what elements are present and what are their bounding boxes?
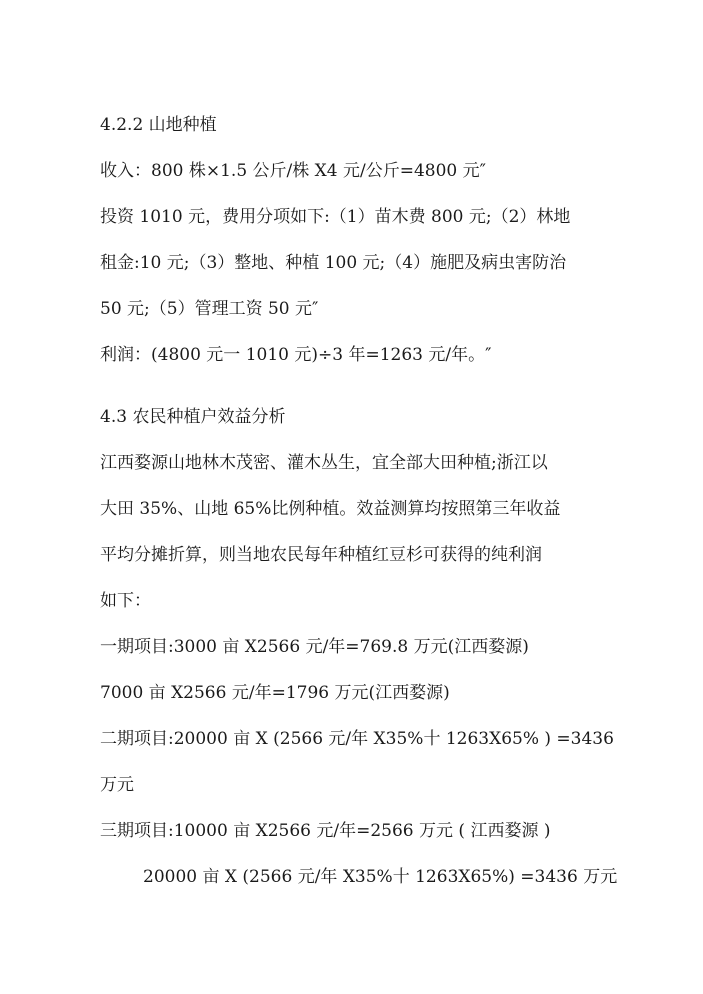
paragraph-line-2: 大田 35%、山地 65%比例种植。效益测算均按照第三年收益	[100, 499, 561, 519]
phase2-line-1: 二期项目:20000 亩 X (2566 元/年 X35%十 1263X65% ) =3436	[100, 729, 614, 749]
section-heading-4-2-2: 4.2.2 山地种植	[100, 115, 217, 135]
phase1-line-1: 一期项目:3000 亩 X2566 元/年=769.8 万元(江西婺源)	[100, 637, 529, 657]
paragraph-line-3: 平均分摊折算，则当地农民每年种植红豆杉可获得的纯利润	[100, 545, 542, 565]
phase3-line-2: 20000 亩 X (2566 元/年 X35%十 1263X65%) =3436 万元	[143, 867, 618, 887]
profit-line: 利润：(4800 元一 1010 元)÷3 年=1263 元/年。″	[100, 345, 492, 365]
phase1-line-2: 7000 亩 X2566 元/年=1796 万元(江西婺源)	[100, 683, 450, 703]
section-heading-4-3: 4.3 农民种植户效益分析	[100, 407, 286, 427]
phase3-line-1: 三期项目:10000 亩 X2566 元/年=2566 万元 ( 江西婺源 )	[100, 821, 551, 841]
investment-line-1: 投资 1010 元，费用分项如下:（1）苗木费 800 元;（2）林地	[100, 207, 571, 227]
investment-line-2: 租金:10 元;（3）整地、种植 100 元;（4）施肥及病虫害防治	[100, 253, 567, 273]
paragraph-line-4: 如下：	[100, 591, 151, 611]
phase2-line-2: 万元	[100, 775, 134, 795]
paragraph-line-1: 江西婺源山地林木茂密、灌木丛生，宜全部大田种植;浙江以	[100, 453, 548, 473]
income-line: 收入：800 株×1.5 公斤/株 X4 元/公斤=4800 元″	[100, 161, 486, 181]
investment-line-3: 50 元;（5）管理工资 50 元″	[100, 299, 319, 319]
